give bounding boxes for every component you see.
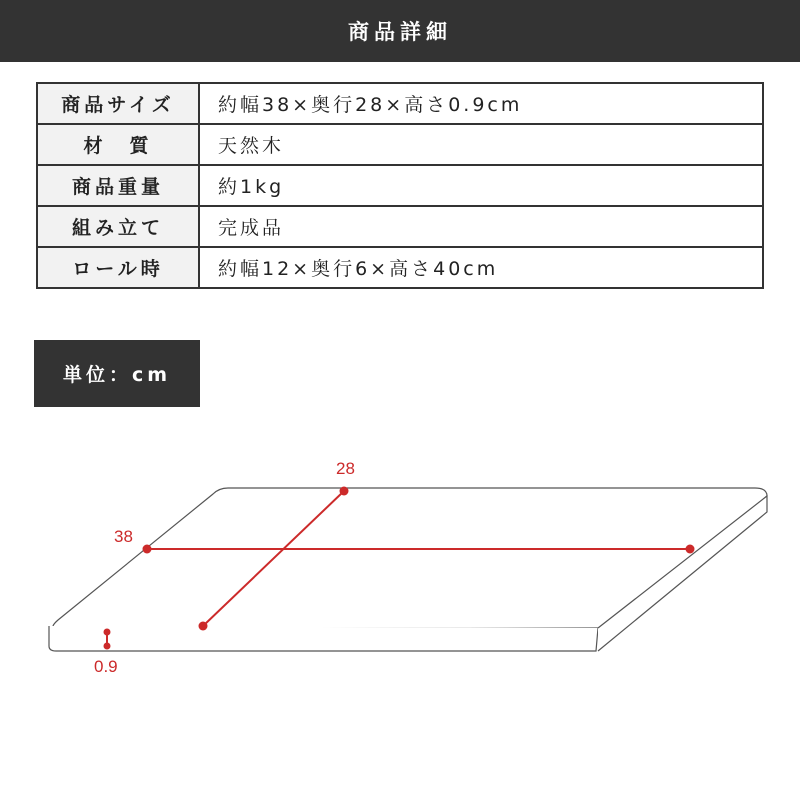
depth-dimension-start: [340, 487, 349, 496]
section-title: 商品詳細: [348, 20, 452, 44]
width-dimension-label: 38: [114, 527, 133, 546]
row-value: 約1kg: [199, 165, 763, 206]
depth-dimension-end: [199, 622, 208, 631]
row-value: 天然木: [199, 124, 763, 165]
row-label: 商品サイズ: [37, 83, 199, 124]
row-value: 完成品: [199, 206, 763, 247]
width-dimension-start: [143, 545, 152, 554]
width-dimension-end: [686, 545, 695, 554]
depth-dimension-label: 28: [336, 459, 355, 478]
unit-badge-text: 単位：cm: [62, 364, 172, 386]
row-label: 材 質: [37, 124, 199, 165]
row-value: 約幅38×奥行28×高さ0.9cm: [199, 83, 763, 124]
row-value: 約幅12×奥行6×高さ40cm: [199, 247, 763, 288]
board-front-edge: [49, 626, 598, 651]
board-top-face: [53, 488, 767, 628]
row-label: 商品重量: [37, 165, 199, 206]
row-label: ロール時: [37, 247, 199, 288]
height-dimension-end: [104, 643, 111, 650]
height-dimension-label: 0.9: [94, 657, 118, 676]
height-dimension-start: [104, 629, 111, 636]
row-label: 組み立て: [37, 206, 199, 247]
